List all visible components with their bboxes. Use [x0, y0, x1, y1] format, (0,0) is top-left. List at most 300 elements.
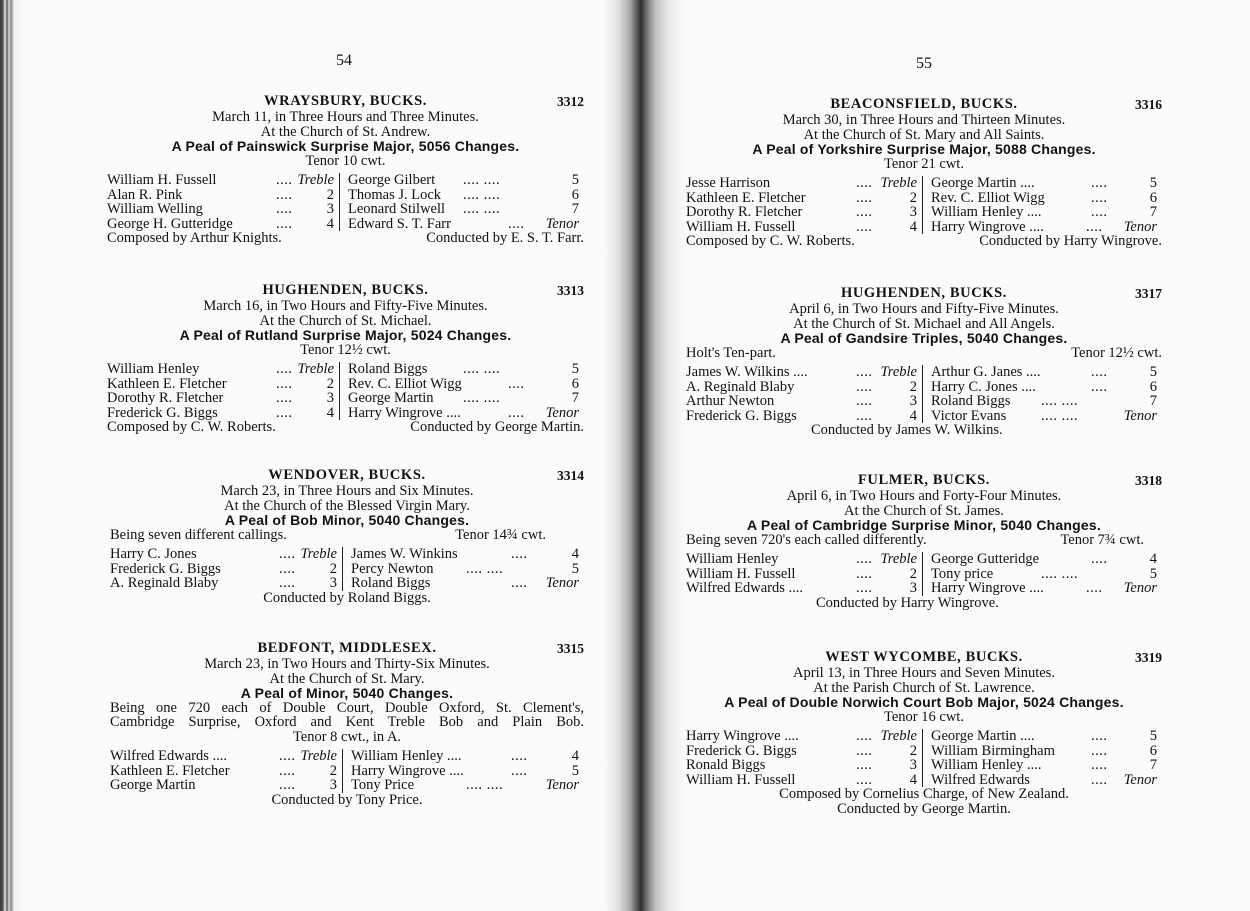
peal-number: 3312	[557, 94, 584, 109]
page-number: 55	[916, 55, 932, 72]
peal-credits	[107, 231, 584, 246]
ringer-row	[931, 744, 1157, 759]
ringer-name: William Welling	[107, 201, 203, 217]
ringer-row	[351, 778, 579, 793]
ringer-name: Alan R. Pink	[107, 186, 183, 203]
ringer-row	[351, 576, 579, 591]
ringer-dots: ....	[508, 215, 525, 232]
peal-date: April 6, in Two Hours and Forty-Four Minutes.	[786, 488, 1062, 504]
ringer-name: William Birmingham	[931, 742, 1055, 759]
ringer-dots: ....	[856, 757, 873, 773]
ringer-row	[348, 406, 579, 421]
ringer-name: Roland Biggs	[351, 575, 431, 591]
ringer-dots: .... ....	[463, 172, 501, 188]
ringer-row	[110, 547, 337, 562]
ringer-dots: ....	[276, 172, 293, 188]
ringer-row	[110, 749, 337, 764]
peal-title: A Peal of Rutland Surprise Major, 5024 Changes.	[179, 327, 512, 343]
peal-credits	[107, 420, 584, 435]
ringer-name: James W. Wilkins ....	[686, 364, 808, 380]
ringer-dots: ....	[856, 175, 873, 191]
ringer-row	[686, 176, 917, 191]
peal-title: A Peal of Gandsire Triples, 5040 Changes.	[780, 330, 1068, 346]
ringer-dots: .... ....	[463, 361, 501, 377]
ringer-dots: ....	[279, 546, 296, 562]
peal-church: At the Church of St. Mary.	[269, 670, 425, 687]
ringer-name: Victor Evans	[931, 407, 1007, 424]
ringer-name: Frederick G. Biggs	[686, 742, 797, 759]
ringer-dots: ....	[1091, 189, 1108, 206]
ringer-row	[351, 547, 579, 562]
ringer-dots: .... ....	[1041, 393, 1079, 409]
ringer-bell: 5	[571, 172, 579, 188]
peal-header	[686, 96, 1162, 113]
peal-composition: Holt's Ten-part.	[686, 344, 776, 361]
ringer-name: Leonard Stilwell	[348, 201, 446, 217]
peal-title: A Peal of Yorkshire Surprise Major, 5088 Changes.	[752, 141, 1096, 157]
ringer-bell: Treble	[880, 364, 917, 380]
ringer-bell: Treble	[880, 175, 917, 191]
peal-date: March 23, in Three Hours and Six Minutes.	[220, 483, 474, 499]
ringer-dots: ....	[1086, 580, 1103, 596]
ringers-right-column	[340, 173, 579, 231]
ringer-name: William Henley ....	[931, 757, 1042, 773]
ringer-dots: ....	[279, 575, 296, 591]
ringer-dots: ....	[279, 762, 296, 779]
ringer-row	[686, 773, 917, 788]
ringer-bell: 2	[909, 378, 917, 395]
ringer-dots: ....	[856, 771, 873, 788]
ringer-bell: 4	[909, 771, 917, 788]
ringer-row	[931, 758, 1157, 773]
peal-place: BEDFONT, MIDDLESEX.	[257, 640, 437, 656]
ringers	[686, 552, 1162, 596]
ringer-bell: Tenor	[1123, 771, 1157, 788]
peal-tenor: Tenor 8 cwt., in A.	[292, 728, 402, 745]
ringer-bell: 2	[909, 565, 917, 582]
peal-tenor: Tenor 10 cwt.	[305, 152, 386, 169]
ringer-row	[110, 576, 337, 591]
ringer-name: William H. Fussell	[686, 565, 796, 582]
left-page	[24, 0, 604, 911]
ringer-row	[686, 552, 917, 567]
peal-header	[686, 472, 1162, 489]
ringer-dots: ....	[276, 201, 293, 217]
ringer-name: Edward S. T. Farr	[348, 215, 451, 232]
ringer-bell: Treble	[300, 546, 337, 562]
ringer-row	[107, 377, 334, 392]
ringer-dots: ....	[276, 215, 293, 232]
ringer-dots: ....	[856, 378, 873, 395]
ringers-right-column	[343, 547, 579, 591]
ringer-bell: 4	[571, 748, 579, 764]
ringer-row	[107, 217, 334, 232]
ringer-bell: 2	[909, 742, 917, 759]
ringer-dots: ....	[856, 728, 873, 744]
peal-details	[686, 346, 1162, 361]
ringer-name: Harry Wingrove ....	[348, 404, 461, 421]
peal-title: A Peal of Bob Minor, 5040 Changes.	[224, 512, 470, 528]
ringer-row	[351, 749, 579, 764]
ringer-row	[931, 773, 1157, 788]
ringer-bell: 2	[909, 189, 917, 206]
ringers	[686, 729, 1162, 787]
peal-date: March 30, in Three Hours and Thirteen Minutes.	[782, 112, 1066, 128]
ringer-row	[348, 202, 579, 217]
ringer-name: William Henley ....	[351, 748, 462, 764]
ringer-row	[348, 217, 579, 232]
peal-place: FULMER, BUCKS.	[857, 472, 991, 488]
book-gutter-shadow	[604, 0, 686, 911]
ringer-dots: ....	[508, 404, 525, 421]
ringer-row	[686, 567, 917, 582]
peal-entry	[110, 640, 584, 807]
ringers-left-column	[107, 173, 340, 231]
ringer-dots: ....	[276, 390, 293, 406]
ringer-row	[348, 377, 579, 392]
ringer-name: Frederick G. Biggs	[686, 407, 797, 424]
peal-number: 3318	[1135, 473, 1162, 488]
ringer-name: Dorothy R. Fletcher	[107, 390, 224, 406]
ringers	[110, 749, 584, 793]
ringer-bell: 7	[1149, 393, 1157, 409]
ringer-name: Roland Biggs	[348, 361, 428, 377]
ringers	[686, 176, 1162, 234]
peal-entry	[107, 93, 584, 246]
ringer-name: Arthur G. Janes ....	[931, 364, 1041, 380]
ringer-name: Tony Price	[351, 777, 415, 793]
right-page	[686, 0, 1250, 911]
ringer-row	[931, 365, 1157, 380]
peal-date: April 13, in Three Hours and Seven Minutes.	[793, 665, 1055, 681]
ringer-row	[931, 191, 1157, 206]
peal-composer: Composed by C. W. Roberts.	[686, 233, 855, 249]
peal-conductor: Conducted by George Martin.	[837, 800, 1011, 817]
ringer-row	[931, 220, 1157, 235]
ringer-bell: Tenor	[545, 777, 579, 793]
ringer-bell: 2	[329, 762, 337, 779]
ringer-name: Wilfred Edwards	[931, 771, 1030, 788]
ringer-dots: ....	[511, 748, 528, 764]
peal-date: March 16, in Two Hours and Fifty-Five Minutes.	[203, 298, 488, 314]
ringer-name: Harry Wingrove ....	[686, 728, 799, 744]
ringer-name: George Martin ....	[931, 175, 1035, 191]
peal-tenor: Tenor 14¾ cwt.	[455, 526, 546, 543]
peal-composer: Composed by Arthur Knights.	[107, 230, 282, 246]
ringer-bell: 6	[1149, 378, 1157, 395]
peal-entry	[686, 96, 1162, 249]
ringers-left-column	[686, 176, 923, 234]
peal-tenor: Tenor 7¾ cwt.	[1060, 531, 1144, 548]
ringer-row	[931, 380, 1157, 395]
ringer-bell: 3	[909, 393, 917, 409]
ringer-name: Dorothy R. Fletcher	[686, 204, 803, 220]
ringer-dots: .... ....	[466, 777, 504, 793]
ringer-name: William Henley	[107, 361, 200, 377]
peal-place: BEACONSFIELD, BUCKS.	[830, 96, 1018, 112]
ringers-left-column	[686, 729, 923, 787]
peal-title: A Peal of Double Norwich Court Bob Major, 5024 Changes.	[724, 694, 1124, 710]
ringer-dots: ....	[279, 777, 296, 793]
peal-header	[686, 649, 1162, 666]
ringers-right-column	[340, 362, 579, 420]
ringer-bell: 4	[1149, 551, 1157, 567]
peal-tenor: Tenor 12½ cwt.	[1071, 344, 1162, 361]
ringer-bell: Tenor	[1123, 580, 1157, 596]
ringer-bell: Treble	[880, 551, 917, 567]
peal-conductor: Conducted by James W. Wilkins.	[811, 422, 1003, 438]
ringer-dots: ....	[856, 218, 873, 235]
ringer-name: Wilfred Edwards ....	[686, 580, 803, 596]
ringers-right-column	[343, 749, 579, 793]
ringer-dots: .... ....	[466, 560, 504, 577]
ringer-row	[686, 409, 917, 424]
ringer-dots: ....	[511, 546, 528, 562]
ringer-row	[686, 729, 917, 744]
ringer-bell: 5	[571, 560, 579, 577]
peal-place: HUGHENDEN, BUCKS.	[840, 285, 1008, 301]
ringer-name: William H. Fussell	[686, 771, 796, 788]
ringer-bell: Tenor	[1123, 218, 1157, 235]
ringer-bell: 3	[909, 580, 917, 596]
ringer-bell: 3	[909, 204, 917, 220]
ringer-row	[931, 176, 1157, 191]
ringer-name: James W. Winkins	[351, 546, 458, 562]
ringers-left-column	[686, 365, 923, 423]
ringer-name: Percy Newton	[351, 560, 434, 577]
peal-credits	[686, 423, 1162, 438]
peal-header	[107, 93, 584, 110]
peal-church: At the Church of St. James.	[844, 502, 1004, 519]
ringers	[686, 365, 1162, 423]
ringer-dots: ....	[1091, 771, 1108, 788]
peal-conductor: Conducted by Tony Price.	[271, 791, 423, 808]
ringer-row	[931, 567, 1157, 582]
peal-tenor: Tenor 12½ cwt.	[300, 341, 391, 358]
ringer-dots: ....	[1091, 742, 1108, 759]
ringer-dots: ....	[511, 575, 528, 591]
ringer-bell: 3	[326, 201, 334, 217]
peal-church: At the Church of St. Michael.	[259, 312, 432, 329]
ringer-dots: .... ....	[1041, 407, 1079, 424]
peal-conductor: Conducted by Roland Biggs.	[263, 589, 431, 606]
ringer-name: Tony price	[931, 565, 994, 582]
ringer-row	[351, 562, 579, 577]
peal-number: 3319	[1135, 650, 1162, 665]
ringer-bell: 3	[329, 575, 337, 591]
ringer-dots: ....	[276, 186, 293, 203]
ringer-name: Kathleen E. Fletcher	[107, 375, 227, 392]
ringer-name: Ronald Biggs	[686, 757, 766, 773]
peal-number: 3313	[557, 283, 584, 298]
ringers-left-column	[110, 547, 343, 591]
ringers-left-column	[107, 362, 340, 420]
peal-date: April 6, in Two Hours and Fifty-Five Minutes.	[789, 301, 1059, 317]
peal-place: WRAYSBURY, BUCKS.	[264, 93, 427, 109]
ringer-bell: 3	[326, 390, 334, 406]
peal-credits	[686, 596, 1162, 611]
ringer-row	[107, 362, 334, 377]
peal-conductor: Conducted by Harry Wingrove.	[816, 594, 999, 611]
peal-place: HUGHENDEN, BUCKS.	[262, 282, 429, 298]
ringer-dots: ....	[276, 404, 293, 421]
ringer-dots: .... ....	[463, 390, 501, 406]
peal-conductor: Conducted by George Martin.	[410, 419, 584, 435]
peal-church: At the Parish Church of St. Lawrence.	[813, 679, 1035, 696]
peal-entry	[110, 467, 584, 605]
ringer-bell: 4	[909, 218, 917, 235]
ringer-bell: Treble	[297, 361, 334, 377]
ringer-name: Harry C. Jones	[110, 546, 197, 562]
ringer-bell: 5	[1149, 565, 1157, 582]
peal-entry	[686, 285, 1162, 438]
ringer-row	[931, 394, 1157, 409]
peal-church: At the Church of St. Michael and All Angels.	[793, 315, 1055, 332]
ringer-row	[686, 191, 917, 206]
ringer-row	[107, 406, 334, 421]
ringer-dots: ....	[1091, 551, 1108, 567]
ringers-left-column	[110, 749, 343, 793]
ringer-name: Harry Wingrove ....	[931, 580, 1044, 596]
ringer-row	[686, 394, 917, 409]
peal-place: WENDOVER, BUCKS.	[268, 467, 426, 483]
ringer-bell: 7	[571, 390, 579, 406]
ringer-bell: Treble	[297, 172, 334, 188]
ringer-row	[110, 764, 337, 779]
ringers	[107, 362, 584, 420]
ringer-bell: 2	[326, 375, 334, 392]
peal-credits	[110, 591, 584, 606]
ringer-row	[110, 778, 337, 793]
ringers-right-column	[923, 729, 1157, 787]
ringer-dots: ....	[856, 565, 873, 582]
peal-composer: Composed by C. W. Roberts.	[107, 419, 276, 435]
ringer-row	[107, 391, 334, 406]
ringer-dots: ....	[856, 580, 873, 596]
ringer-dots: ....	[508, 375, 525, 392]
peal-number: 3314	[557, 468, 584, 483]
ringer-bell: 4	[326, 215, 334, 232]
ringer-name: Rev. C. Elliot Wigg	[348, 375, 462, 392]
ringer-bell: 4	[326, 404, 334, 421]
ringer-row	[931, 552, 1157, 567]
ringer-name: Wilfred Edwards ....	[110, 748, 227, 764]
ringer-dots: ....	[1091, 728, 1108, 744]
ringer-bell: 7	[1149, 757, 1157, 773]
ringer-row	[348, 188, 579, 203]
ringers	[110, 547, 584, 591]
peal-credits	[686, 234, 1162, 249]
ringer-bell: 4	[909, 407, 917, 424]
peal-place: WEST WYCOMBE, BUCKS.	[825, 649, 1023, 665]
ringer-name: Rev. C. Elliot Wigg	[931, 189, 1045, 206]
ringers	[107, 173, 584, 231]
ringer-row	[686, 758, 917, 773]
ringer-row	[107, 188, 334, 203]
ringer-name: William H. Fussell	[107, 172, 217, 188]
ringer-row	[931, 729, 1157, 744]
book-edge-shadow	[0, 0, 24, 911]
peal-conductor: Conducted by Harry Wingrove.	[979, 233, 1162, 249]
peal-credits	[110, 793, 584, 808]
ringer-bell: Tenor	[1123, 407, 1157, 424]
ringer-bell: 5	[1149, 175, 1157, 191]
ringer-bell: 2	[326, 186, 334, 203]
ringer-bell: 5	[1149, 728, 1157, 744]
ringers-right-column	[923, 365, 1157, 423]
ringer-row	[931, 409, 1157, 424]
ringer-row	[931, 205, 1157, 220]
ringer-row	[107, 202, 334, 217]
ringer-dots: ....	[279, 748, 296, 764]
ringer-bell: Treble	[300, 748, 337, 764]
peal-entry	[107, 282, 584, 435]
peal-church: At the Church of the Blessed Virgin Mary.	[224, 497, 470, 514]
peal-number: 3315	[557, 641, 584, 656]
ringer-name: George Gilbert	[348, 172, 436, 188]
ringer-row	[351, 764, 579, 779]
ringer-bell: 5	[571, 762, 579, 779]
ringer-bell: 6	[571, 375, 579, 392]
ringer-name: A. Reginald Blaby	[110, 575, 219, 591]
ringer-row	[931, 581, 1157, 596]
ringer-dots: ....	[856, 551, 873, 567]
ringer-row	[348, 173, 579, 188]
ringer-name: George Martin ....	[931, 728, 1035, 744]
ringer-name: William H. Fussell	[686, 218, 796, 235]
peal-number: 3316	[1135, 97, 1162, 112]
peal-entry	[686, 472, 1162, 610]
ringer-name: Harry Wingrove ....	[931, 218, 1044, 235]
ringer-bell: 2	[329, 560, 337, 577]
peal-callings: Being seven 720's each called differently.	[686, 531, 927, 548]
ringer-dots: ....	[511, 762, 528, 779]
ringer-bell: 7	[571, 201, 579, 217]
ringer-dots: ....	[279, 560, 296, 577]
ringer-dots: ....	[856, 393, 873, 409]
ringer-name: Harry C. Jones ....	[931, 378, 1036, 395]
peal-details	[686, 533, 1162, 548]
ringer-row	[686, 581, 917, 596]
ringer-name: George Gutteridge	[931, 551, 1040, 567]
ringer-name: William Henley ....	[931, 204, 1042, 220]
ringer-bell: 6	[571, 186, 579, 203]
ringer-bell: 3	[909, 757, 917, 773]
ringer-dots: ....	[276, 361, 293, 377]
peal-number: 3317	[1135, 286, 1162, 301]
ringer-bell: Treble	[880, 728, 917, 744]
ringer-name: Kathleen E. Fletcher	[110, 762, 230, 779]
peal-composer: Composed by Cornelius Charge, of New Zealand.	[779, 786, 1069, 802]
ringer-name: A. Reginald Blaby	[686, 378, 795, 395]
ringer-name: Frederick G. Biggs	[107, 404, 218, 421]
ringer-bell: 3	[329, 777, 337, 793]
peal-title: A Peal of Cambridge Surprise Minor, 5040 Changes.	[747, 517, 1101, 533]
ringer-row	[686, 220, 917, 235]
ringer-name: Jesse Harrison	[686, 175, 771, 191]
peal-date: March 11, in Three Hours and Three Minutes.	[212, 109, 479, 125]
peal-church: At the Church of St. Mary and All Saints.	[803, 126, 1045, 143]
ringer-row	[348, 362, 579, 377]
peal-date: March 23, in Two Hours and Thirty-Six Minutes.	[204, 656, 490, 672]
ringer-bell: 5	[571, 361, 579, 377]
ringer-dots: ....	[856, 189, 873, 206]
ringer-dots: ....	[1091, 175, 1108, 191]
ringers-right-column	[923, 176, 1157, 234]
ringer-name: Thomas J. Lock	[348, 186, 442, 203]
ringer-name: George H. Gutteridge	[107, 215, 233, 232]
ringer-dots: .... ....	[1041, 565, 1079, 582]
